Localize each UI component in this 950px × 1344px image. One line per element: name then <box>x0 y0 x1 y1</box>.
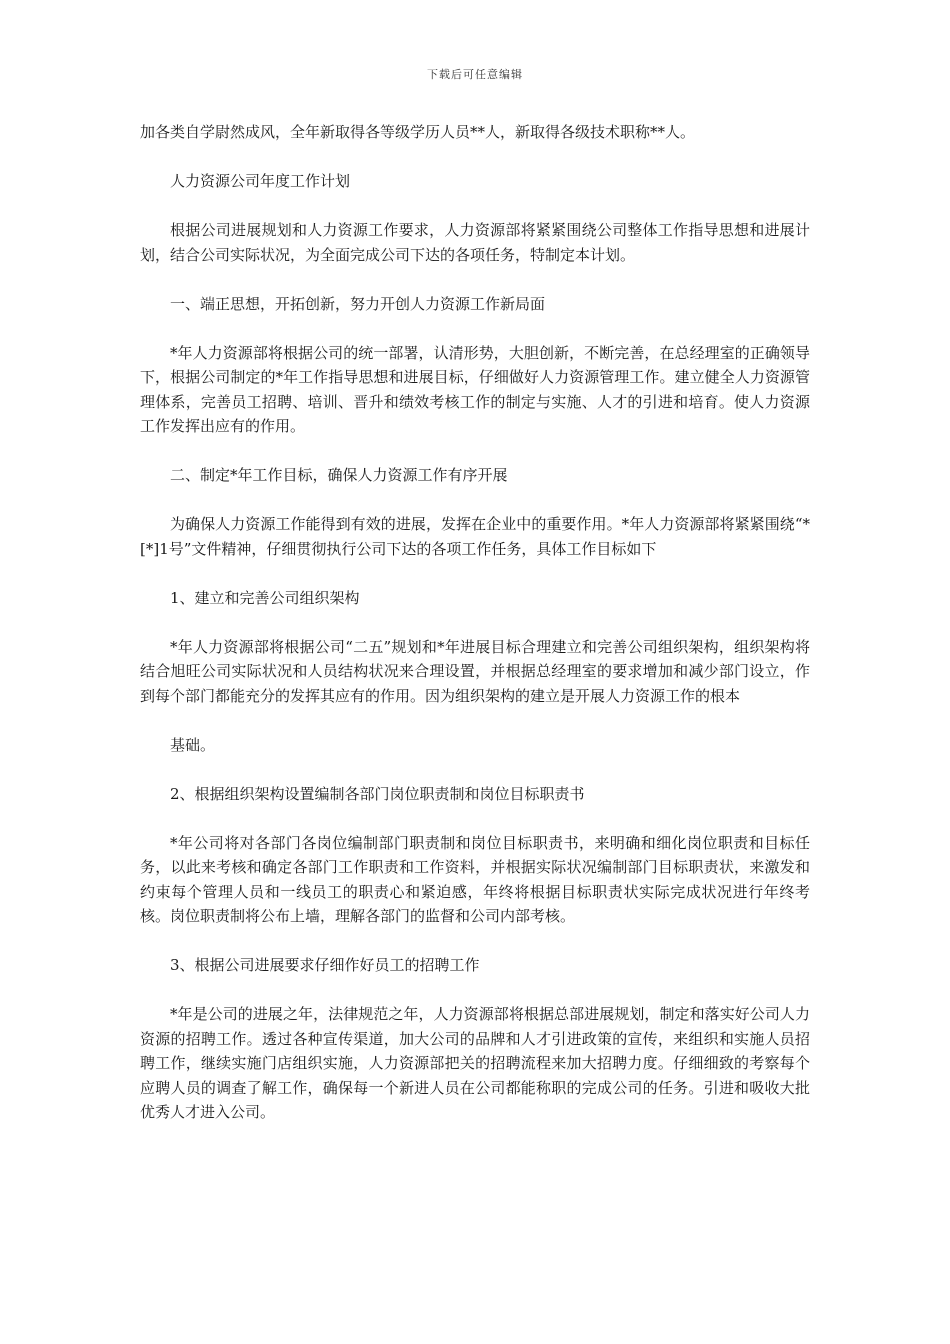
page-header: 下载后可任意编辑 <box>427 68 523 81</box>
paragraph-subsection-3: *年是公司的进展之年，法律规范之年，人力资源部将根据总部进展规划，制定和落实好公司人力资源的招聘工作。透过各种宣传渠道，加大公司的品牌和人才引进政策的宣传，来组织和实施人员招聘工作，继续实施门店组织实施，人力资源部把关的招聘流程来加大招聘力度。仔细细致的考察每个应聘人员的调查了解工作，确保每一个新进人员在公司都能称职的完成公司的任务。引进和吸收大批优秀人才进入公司。 <box>140 1005 810 1121</box>
paragraph-subsection-1-tail: 基础。 <box>170 735 216 754</box>
section-heading-1: 一、端正思想，开拓创新，努力开创人力资源工作新局面 <box>170 294 546 313</box>
document-body <box>140 120 810 1149</box>
paragraph-subsection-1: *年人力资源部将根据公司“二五”规划和*年进展目标合理建立和完善公司组织架构，组织架构将结合旭旺公司实际状况和人员结构状况来合理设置，并根据总经理室的要求增加和减少部门设立，作到每个部门都能充分的发挥其应有的作用。因为组织架构的建立是开展人力资源工作的根本 <box>140 637 810 705</box>
subsection-heading-3: 3、根据公司进展要求仔细作好员工的招聘工作 <box>170 956 480 974</box>
subsection-heading-2: 2、根据组织架构设置编制各部门岗位职责制和岗位目标职责书 <box>170 784 585 803</box>
paragraph-continuation: 加各类自学尉然成风，全年新取得各等级学历人员**人，新取得各级技术职称**人。 <box>140 123 696 141</box>
paragraph-intro: 根据公司进展规划和人力资源工作要求，人力资源部将紧紧围绕公司整体工作指导思想和进展计划，结合公司实际状况，为全面完成公司下达的各项任务，特制定本计划。 <box>140 221 810 264</box>
document-title: 人力资源公司年度工作计划 <box>170 172 351 190</box>
paragraph-section-2: 为确保人力资源工作能得到有效的进展，发挥在企业中的重要作用。*年人力资源部将紧紧围绕“*[*]1号”文件精神，仔细贯彻执行公司下达的各项工作任务，具体工作目标如下 <box>140 515 810 558</box>
section-heading-2: 二、制定*年工作目标，确保人力资源工作有序开展 <box>170 466 508 484</box>
subsection-heading-1: 1、建立和完善公司组织架构 <box>170 588 360 607</box>
paragraph-section-1: *年人力资源部将根据公司的统一部署，认清形势，大胆创新，不断完善，在总经理室的正确领导下，根据公司制定的*年工作指导思想和进展目标，仔细做好人力资源管理工作。建立健全人力资源管理体系，完善员工招聘、培训、晋升和绩效考核工作的制定与实施、人才的引进和培育。使人力资源工作发挥出应有的作用。 <box>140 343 810 435</box>
paragraph-subsection-2: *年公司将对各部门各岗位编制部门职责制和岗位目标职责书，来明确和细化岗位职责和目标任务，以此来考核和确定各部门工作职责和工作资料，并根据实际状况编制部门目标职责状，来激发和约束每个管理人员和一线员工的职责心和紧迫感，年终将根据目标职责状实际完成状况进行年终考核。岗位职责制将公布上墙，理解各部门的监督和公司内部考核。 <box>140 833 810 925</box>
